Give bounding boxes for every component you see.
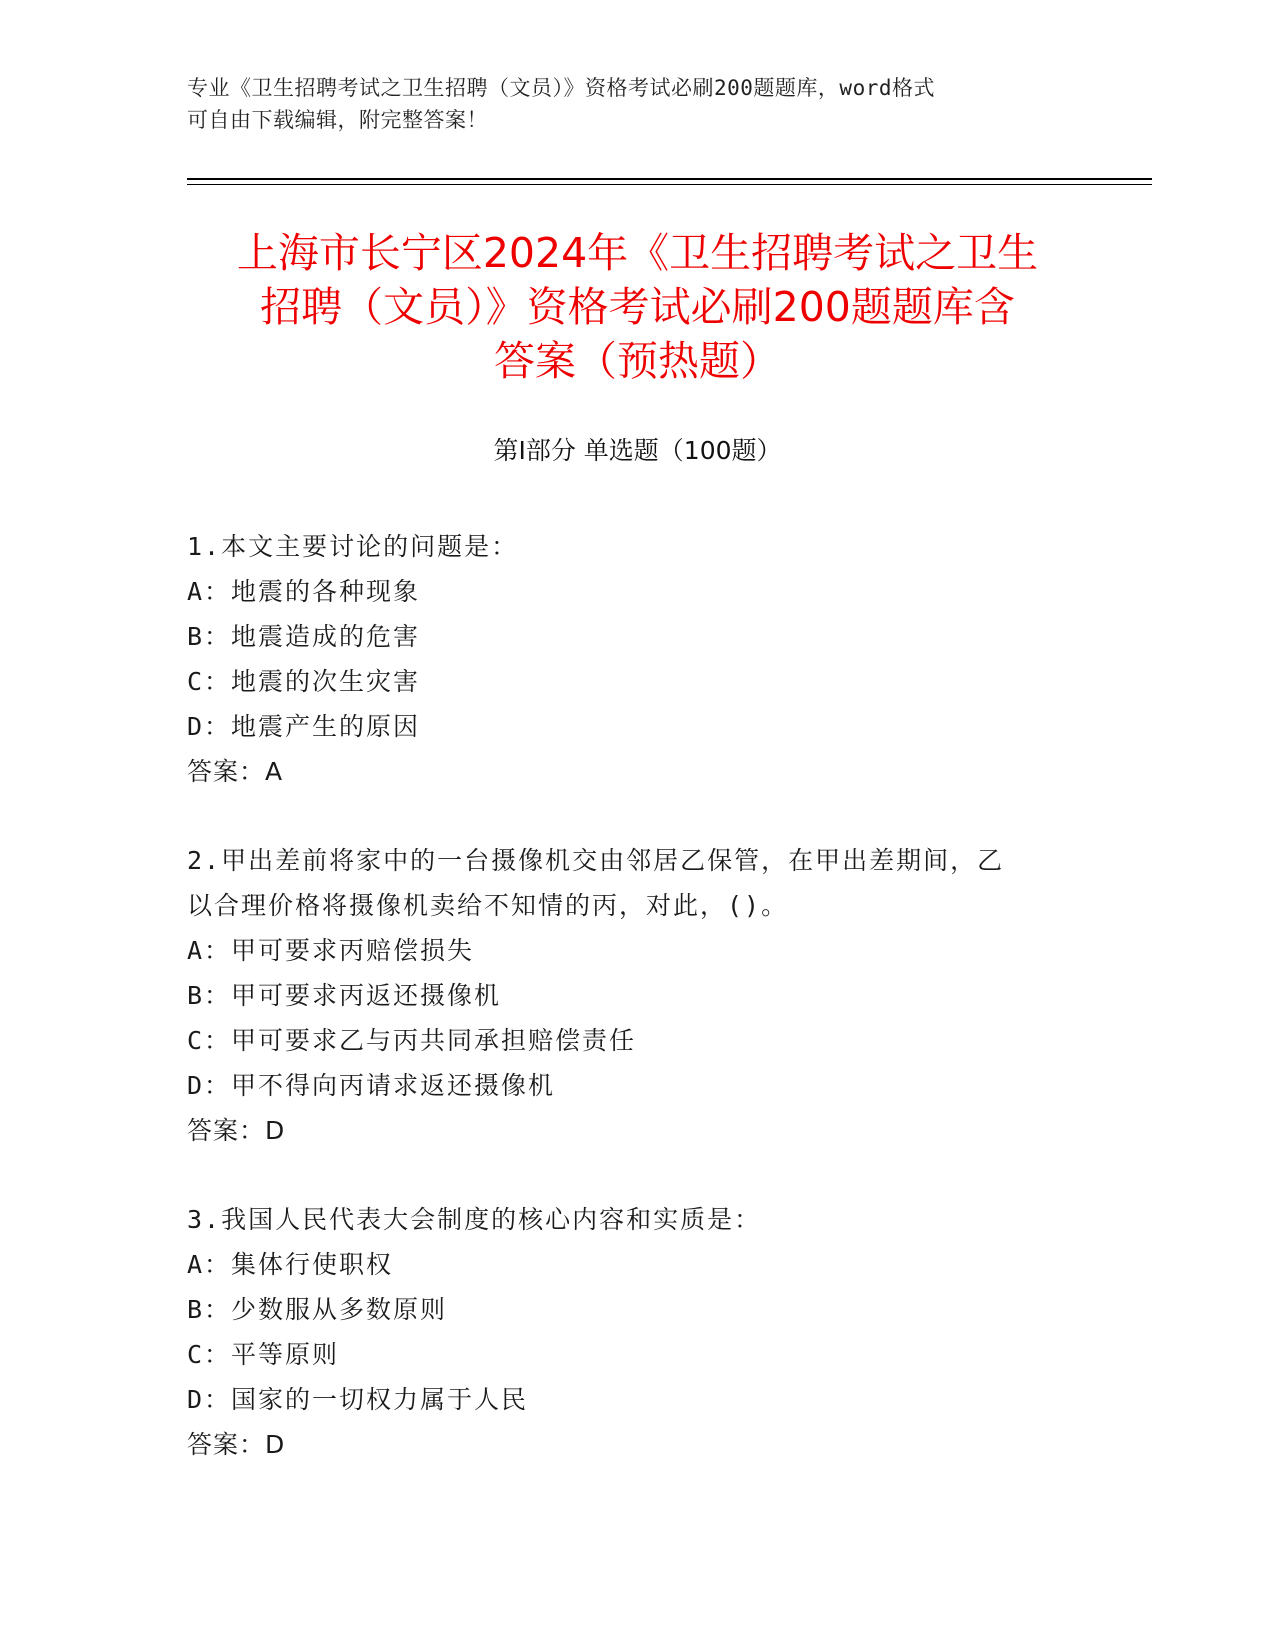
option-text: 甲可要求丙赔偿损失 (231, 936, 475, 965)
option-c (187, 1018, 1087, 1063)
option-text: 地震造成的危害 (231, 622, 421, 651)
option-a (187, 569, 1087, 614)
question-stem-line-1: 1.本文主要讨论的问题是： (187, 532, 519, 561)
document-title-line-1: 上海市长宁区2024年《卫生招聘考试之卫生 (236, 229, 1039, 277)
option-key: C： (187, 667, 232, 696)
option-key: A： (187, 577, 232, 606)
option-a (187, 1242, 1087, 1287)
question-stem-line-1: 3.我国人民代表大会制度的核心内容和实质是： (187, 1205, 762, 1234)
option-key: D： (187, 1385, 232, 1414)
option-c (187, 659, 1087, 704)
option-c (187, 1332, 1087, 1377)
option-key: B： (187, 981, 232, 1010)
header-rule-thin (187, 184, 1152, 185)
option-key: A： (187, 1250, 232, 1279)
header-note-line-2: 可自由下载编辑，附完整答案！ (187, 108, 488, 132)
option-text: 地震的各种现象 (231, 577, 421, 606)
question-stem-line-1: 2.甲出差前将家中的一台摄像机交由邻居乙保管，在甲出差期间，乙 (187, 846, 1005, 875)
question-stem (187, 838, 1087, 928)
option-text: 甲可要求丙返还摄像机 (231, 981, 502, 1010)
option-d (187, 1063, 1087, 1108)
option-b (187, 973, 1087, 1018)
option-b (187, 1287, 1087, 1332)
header-rule-thick (187, 178, 1152, 180)
option-text: 少数服从多数原则 (231, 1295, 448, 1324)
question-list (187, 524, 1087, 1511)
option-d (187, 1377, 1087, 1422)
option-key: D： (187, 712, 232, 741)
header-note-line-1: 专业《卫生招聘考试之卫生招聘（文员）》资格考试必刷200题题库，word格式 (187, 76, 935, 100)
answer: 答案：D (187, 1430, 286, 1459)
option-text: 平等原则 (231, 1340, 340, 1369)
option-key: C： (187, 1340, 232, 1369)
question-stem (187, 1197, 1087, 1242)
question-stem-line-2: 以合理价格将摄像机卖给不知情的丙，对此，()。 (187, 891, 789, 920)
question-stem (187, 524, 1087, 569)
question-1 (187, 524, 1087, 794)
option-text: 地震的次生灾害 (231, 667, 421, 696)
document-title (150, 226, 1125, 388)
option-text: 国家的一切权力属于人民 (231, 1385, 529, 1414)
document-title-line-3: 答案（预热题） (494, 337, 781, 385)
option-text: 地震产生的原因 (231, 712, 421, 741)
option-b (187, 614, 1087, 659)
answer: 答案：A (187, 757, 284, 786)
document-title-line-2: 招聘（文员）》资格考试必刷200题题库含 (260, 283, 1015, 331)
option-key: D： (187, 1071, 232, 1100)
option-text: 甲可要求乙与丙共同承担赔偿责任 (231, 1026, 637, 1055)
option-key: A： (187, 936, 232, 965)
option-a (187, 928, 1087, 973)
option-text: 甲不得向丙请求返还摄像机 (231, 1071, 556, 1100)
section-title: 第Ⅰ部分 单选题（100题） (493, 436, 782, 465)
header-note (187, 72, 1067, 136)
option-key: C： (187, 1026, 232, 1055)
option-key: B： (187, 1295, 232, 1324)
option-d (187, 704, 1087, 749)
option-key: B： (187, 622, 232, 651)
question-2 (187, 838, 1087, 1153)
option-text: 集体行使职权 (231, 1250, 394, 1279)
question-3 (187, 1197, 1087, 1467)
answer: 答案：D (187, 1116, 286, 1145)
